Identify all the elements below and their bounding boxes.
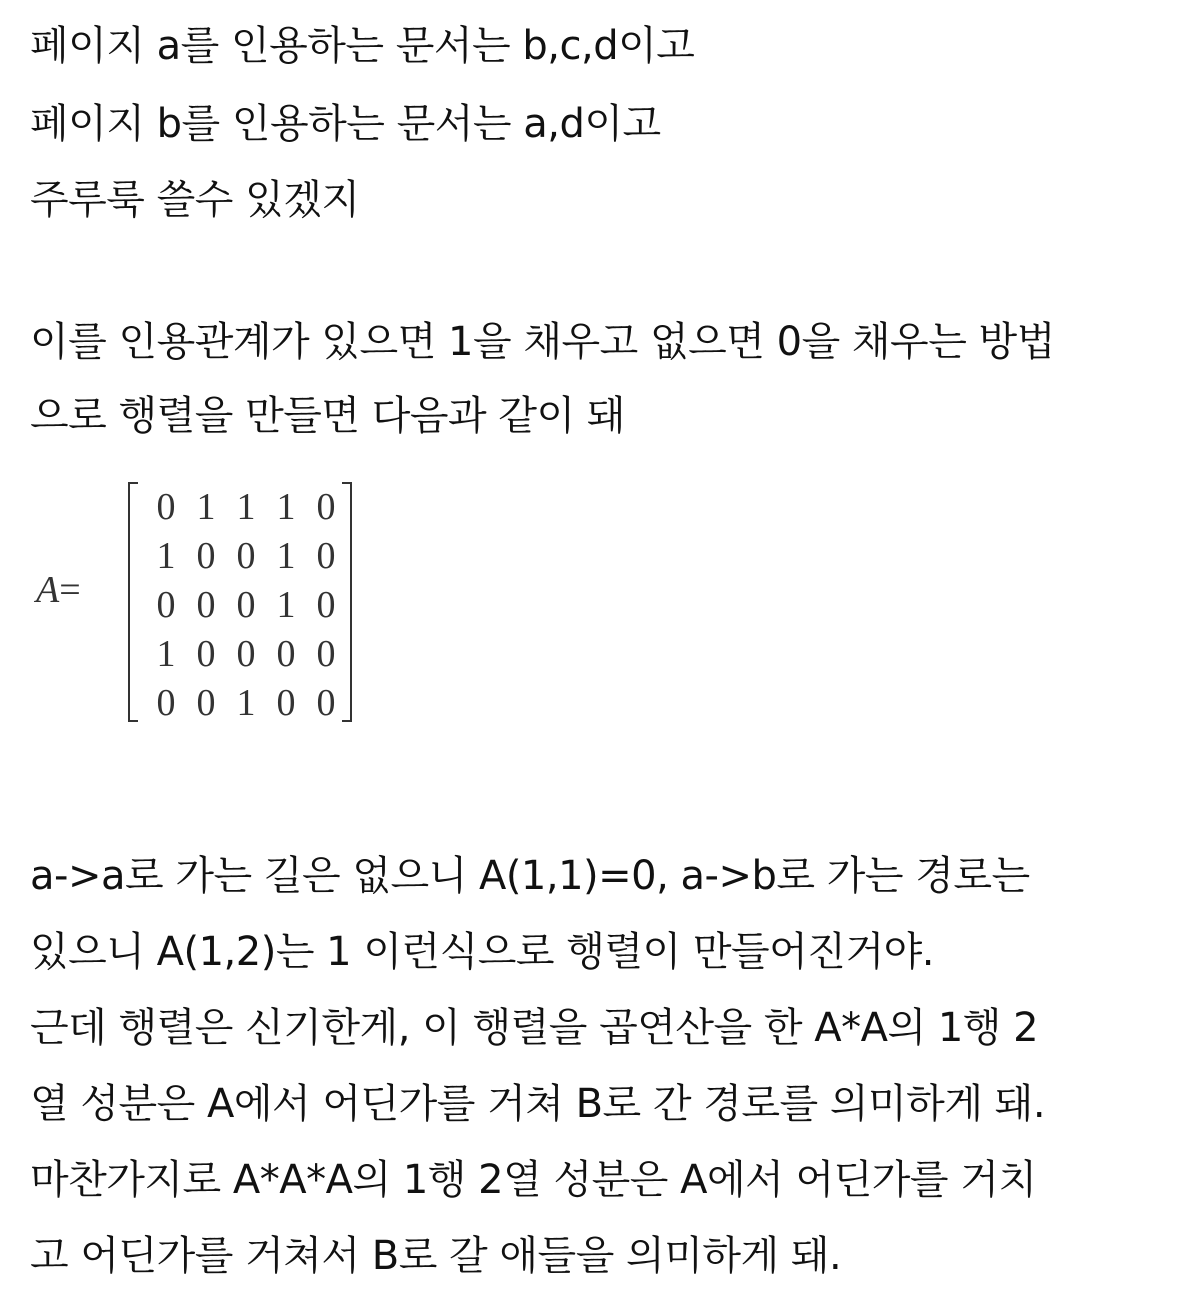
matrix-cell: 0 bbox=[276, 681, 296, 724]
matrix-cell: 0 bbox=[316, 583, 336, 626]
matrix-grid bbox=[146, 482, 346, 727]
matrix-cell: 0 bbox=[236, 583, 256, 626]
right-bracket bbox=[342, 482, 352, 722]
text-line: 페이지 b를 인용하는 문서는 a,d이고 bbox=[30, 101, 661, 147]
text-line: 페이지 a를 인용하는 문서는 b,c,d이고 bbox=[30, 23, 695, 69]
matrix-cell: 1 bbox=[236, 485, 256, 528]
matrix-cell: 0 bbox=[156, 583, 176, 626]
matrix-cell: 0 bbox=[316, 534, 336, 577]
text-line: 으로 행렬을 만들면 다음과 같이 돼 bbox=[30, 393, 626, 439]
matrix-cell: 0 bbox=[196, 534, 216, 577]
matrix-cell: 0 bbox=[196, 681, 216, 724]
matrix-cell: 0 bbox=[316, 632, 336, 675]
text-line: 열 성분은 A에서 어딘가를 거쳐 B로 간 경로를 의미하게 돼. bbox=[30, 1081, 1046, 1127]
matrix-cell: 0 bbox=[156, 681, 176, 724]
text-line: 주루룩 쓸수 있겠지 bbox=[30, 177, 360, 223]
matrix-cell: 0 bbox=[156, 485, 176, 528]
matrix-cell: 1 bbox=[156, 534, 176, 577]
matrix-cell: 0 bbox=[236, 632, 256, 675]
matrix-cell: 0 bbox=[316, 485, 336, 528]
matrix-cell: 0 bbox=[276, 632, 296, 675]
text-line: 이를 인용관계가 있으면 1을 채우고 없으면 0을 채우는 방법 bbox=[30, 319, 1055, 365]
matrix-cell: 1 bbox=[276, 583, 296, 626]
matrix-cell: 0 bbox=[316, 681, 336, 724]
matrix-cell: 0 bbox=[236, 534, 256, 577]
text-line: a->a로 가는 길은 없으니 A(1,1)=0, a->b로 가는 경로는 bbox=[30, 853, 1030, 899]
text-line: 근데 행렬은 신기한게, 이 행렬을 곱연산을 한 A*A의 1행 2 bbox=[30, 1005, 1039, 1051]
matrix-image bbox=[36, 478, 366, 724]
matrix-cell: 0 bbox=[196, 632, 216, 675]
matrix-equals: = bbox=[59, 569, 81, 611]
matrix-variable: A bbox=[36, 569, 60, 611]
text-line: 마찬가지로 A*A*A의 1행 2열 성분은 A에서 어딘가를 거치 bbox=[30, 1157, 1037, 1203]
matrix-cell: 1 bbox=[276, 485, 296, 528]
matrix-cell: 0 bbox=[196, 583, 216, 626]
matrix-cell: 1 bbox=[236, 681, 256, 724]
left-bracket bbox=[128, 482, 138, 722]
matrix-label bbox=[36, 560, 81, 620]
text-line: 고 어딘가를 거쳐서 B로 갈 애들을 의미하게 돼. bbox=[30, 1233, 842, 1279]
matrix-cell: 1 bbox=[156, 632, 176, 675]
matrix-cell: 1 bbox=[196, 485, 216, 528]
text-line: 있으니 A(1,2)는 1 이런식으로 행렬이 만들어진거야. bbox=[30, 929, 934, 975]
matrix-cell: 1 bbox=[276, 534, 296, 577]
